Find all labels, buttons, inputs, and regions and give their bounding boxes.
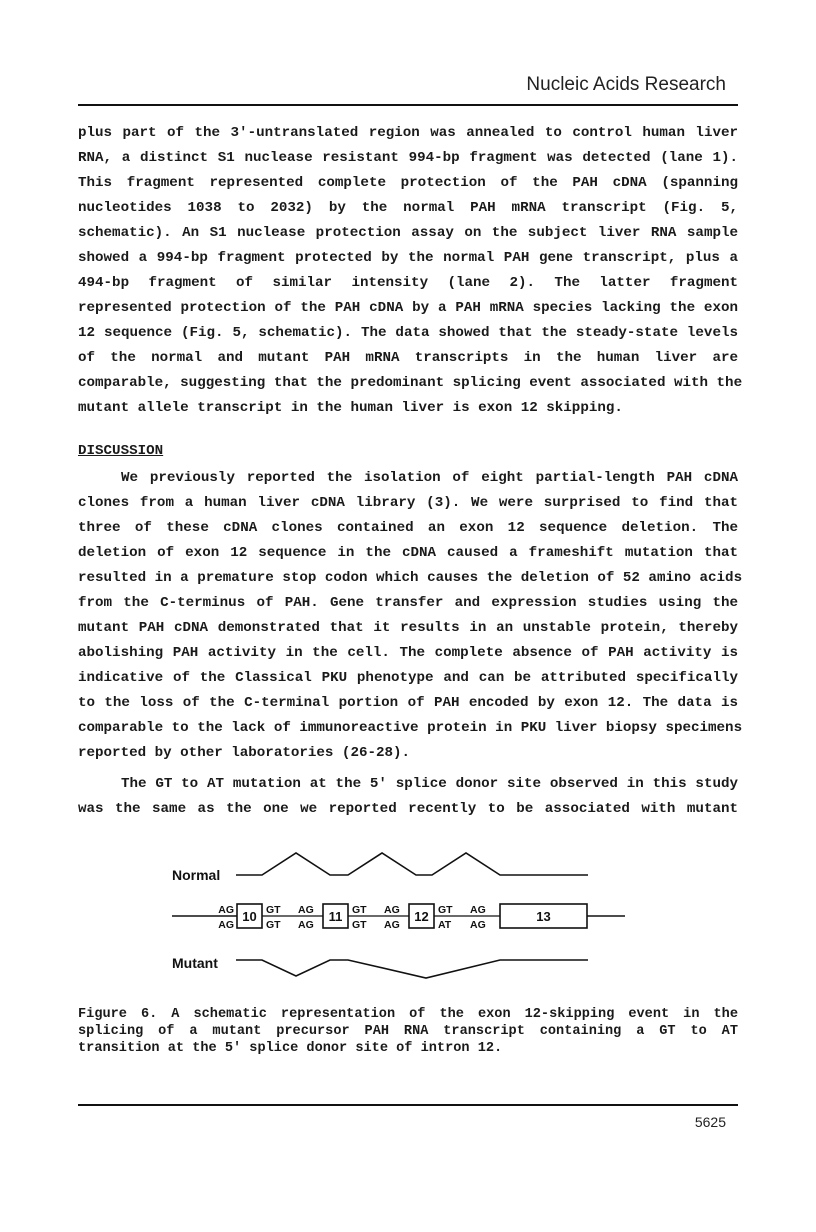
text-line: The GT to AT mutation at the 5' splice donor site observed in this study bbox=[121, 776, 738, 792]
text-line: This fragment represented complete protection of the PAH cDNA (spanning bbox=[78, 175, 738, 191]
text-line: represented protection of the PAH cDNA by a PAH mRNA species lacking the exon bbox=[78, 300, 738, 316]
mutant-label: Mutant bbox=[172, 955, 218, 971]
splice-site-ag: AG bbox=[218, 904, 234, 916]
splice-site-at-mutant: AT bbox=[438, 919, 452, 931]
splice-site-ag: AG bbox=[218, 919, 234, 931]
text-line: comparable, suggesting that the predominant splicing event associated with the bbox=[78, 375, 743, 391]
exon-13-label: 13 bbox=[536, 909, 551, 924]
text-line: of the normal and mutant PAH mRNA transcripts in the human liver are bbox=[78, 350, 738, 366]
text-line: RNA, a distinct S1 nuclease resistant 994-bp fragment was detected (lane 1). bbox=[78, 150, 738, 166]
text-line: clones from a human liver cDNA library (3). We were surprised to find that bbox=[78, 495, 738, 511]
splice-site-gt: GT bbox=[352, 904, 367, 916]
paragraph-discussion-2 bbox=[78, 772, 738, 822]
splice-site-ag: AG bbox=[470, 904, 486, 916]
text-line: mutant allele transcript in the human liver is exon 12 skipping. bbox=[78, 400, 623, 416]
exon-11-label: 11 bbox=[328, 909, 343, 924]
normal-label: Normal bbox=[172, 867, 221, 883]
text-line: deletion of exon 12 sequence in the cDNA caused a frameshift mutation that bbox=[78, 545, 738, 561]
text-line: showed a 994-bp fragment protected by the normal PAH gene transcript, plus a bbox=[78, 250, 738, 266]
page-number: 5625 bbox=[694, 1114, 726, 1130]
header-rule bbox=[78, 104, 738, 106]
splice-site-ag: AG bbox=[298, 904, 314, 916]
paragraph-discussion-1 bbox=[78, 466, 743, 766]
splice-site-gt: GT bbox=[266, 904, 281, 916]
text-line: nucleotides 1038 to 2032) by the normal PAH mRNA transcript (Fig. 5, bbox=[78, 200, 738, 216]
normal-splice-path bbox=[236, 853, 588, 875]
text-line: 494-bp fragment of similar intensity (lane 2). The latter fragment bbox=[78, 275, 738, 291]
section-heading-discussion: DISCUSSION bbox=[78, 443, 164, 459]
text-line: indicative of the Classical PKU phenotype and can be attributed specifically bbox=[78, 670, 738, 686]
footer-rule bbox=[78, 1104, 738, 1106]
splice-site-ag: AG bbox=[470, 919, 486, 931]
paragraph-results bbox=[78, 121, 743, 421]
caption-line: Figure 6. A schematic representation of the exon 12-skipping event in the bbox=[78, 1007, 738, 1022]
mutant-splice-path bbox=[236, 960, 588, 978]
text-line: mutant PAH cDNA demonstrated that it results in an unstable protein, thereby bbox=[78, 620, 738, 636]
text-line: from the C-terminus of PAH. Gene transfer and expression studies using the bbox=[78, 595, 738, 611]
figure-caption bbox=[78, 1006, 738, 1057]
exon-12-label: 12 bbox=[414, 909, 429, 924]
splice-site-ag: AG bbox=[298, 919, 314, 931]
caption-line: transition at the 5' splice donor site of intron 12. bbox=[78, 1041, 503, 1056]
splice-site-gt: GT bbox=[438, 904, 453, 916]
caption-line: splicing of a mutant precursor PAH RNA transcript containing a GT to AT bbox=[78, 1024, 738, 1039]
splice-site-gt: GT bbox=[266, 919, 281, 931]
text-line: was the same as the one we reported recently to be associated with mutant bbox=[78, 801, 738, 817]
splice-site-ag: AG bbox=[384, 919, 400, 931]
exon-10-label: 10 bbox=[242, 909, 257, 924]
text-line: abolishing PAH activity in the cell. The complete absence of PAH activity is bbox=[78, 645, 738, 661]
text-line: to the loss of the C-terminal portion of PAH encoded by exon 12. The data is bbox=[78, 695, 738, 711]
text-line: resulted in a premature stop codon which causes the deletion of 52 amino acids bbox=[78, 570, 743, 586]
journal-title: Nucleic Acids Research bbox=[526, 74, 726, 95]
text-line: We previously reported the isolation of eight partial-length PAH cDNA bbox=[121, 470, 738, 486]
text-line: plus part of the 3'-untranslated region was annealed to control human liver bbox=[78, 125, 738, 141]
text-line: comparable to the lack of immunoreactive protein in PKU liver biopsy specimens bbox=[78, 720, 743, 736]
splice-site-gt: GT bbox=[352, 919, 367, 931]
text-line: schematic). An S1 nuclease protection assay on the subject liver RNA sample bbox=[78, 225, 738, 241]
splice-site-ag: AG bbox=[384, 904, 400, 916]
text-line: 12 sequence (Fig. 5, schematic). The data showed that the steady-state levels bbox=[78, 325, 738, 341]
text-line: reported by other laboratories (26-28). bbox=[78, 745, 411, 761]
text-line: three of these cDNA clones contained an exon 12 sequence deletion. The bbox=[78, 520, 738, 536]
splicing-schematic bbox=[150, 840, 670, 990]
